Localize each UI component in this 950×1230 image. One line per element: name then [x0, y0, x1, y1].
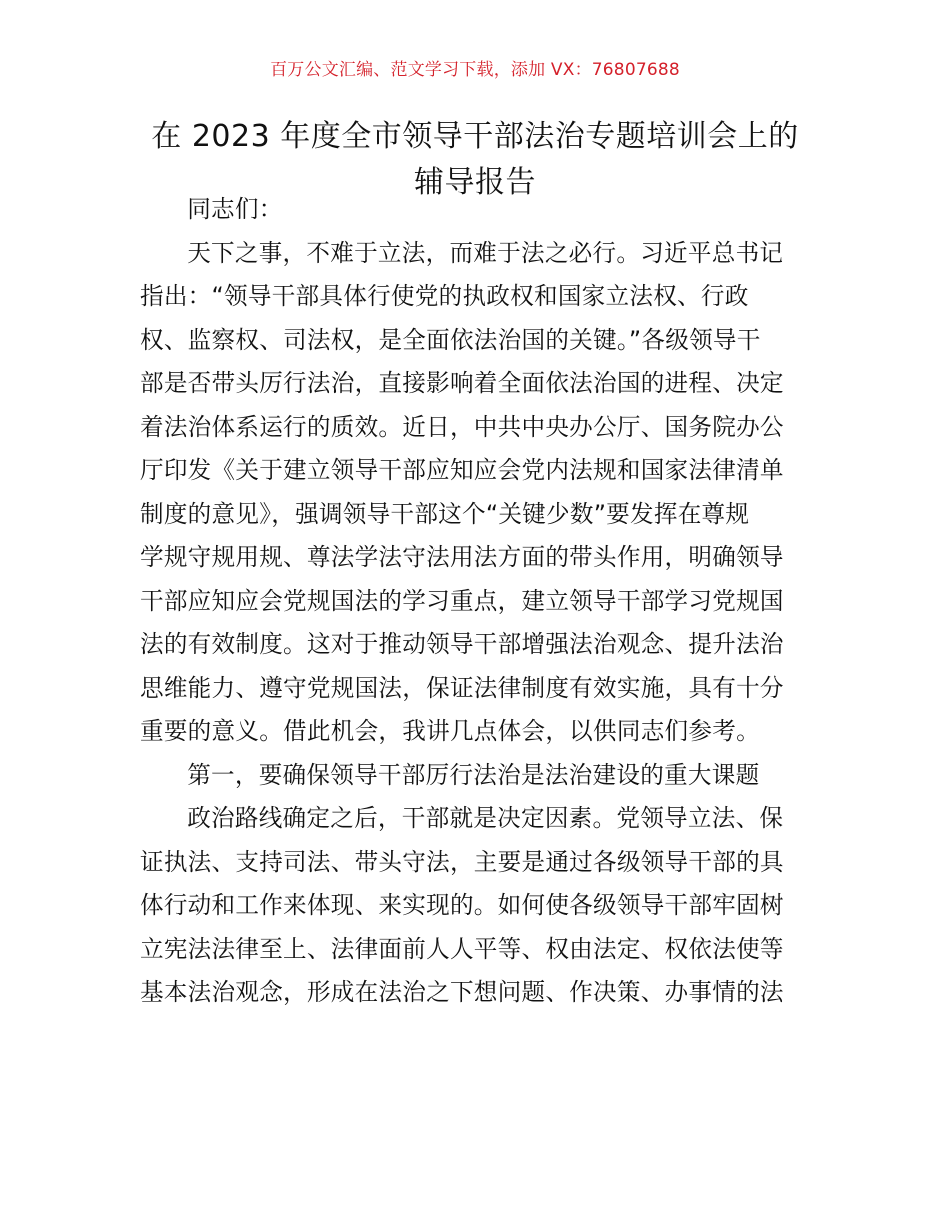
- paragraph-1: [140, 232, 812, 754]
- paragraph-line: 指出：“领导干部具体行使党的执政权和国家立法权、行政: [140, 282, 749, 310]
- title-line-2: 辅导报告: [414, 165, 536, 200]
- paragraph-line: 天下之事，不难于立法，而难于法之必行。习近平总书记: [187, 238, 784, 267]
- paragraph-line: 证执法、支持司法、带头守法，主要是通过各级领导干部的具: [140, 847, 784, 876]
- header-promo-note: 百万公文汇编、范文学习下载，添加 VX：76807688: [270, 60, 680, 80]
- salutation: 同志们：: [187, 195, 283, 223]
- paragraph-line: 着法治体系运行的质效。近日，中共中央办公厅、国务院办公: [140, 412, 784, 441]
- paragraph-line: 基本法治观念，形成在法治之下想问题、作决策、办事情的法: [140, 978, 784, 1006]
- paragraph-line: 重要的意义。借此机会，我讲几点体会，以供同志们参考。: [140, 717, 760, 745]
- paragraph-line: 部是否带头厉行法治，直接影响着全面依法治国的进程、决定: [140, 369, 784, 397]
- paragraph-line: 政治路线确定之后，干部就是决定因素。党领导立法、保: [187, 804, 784, 832]
- paragraph-line: 学规守规用规、尊法学法守法用法方面的带头作用，明确领导: [140, 543, 784, 571]
- document-body: [140, 188, 812, 1015]
- paragraph-line: 立宪法法律至上、法律面前人人平等、权由法定、权依法使等: [140, 934, 784, 963]
- paragraph-line: 干部应知应会党规国法的学习重点，建立领导干部学习党规国: [140, 586, 784, 615]
- paragraph-line: 思维能力、遵守党规国法，保证法律制度有效实施，具有十分: [140, 673, 784, 702]
- paragraph-line: 体行动和工作来体现、来实现的。如何使各级领导干部牢固树: [140, 891, 784, 919]
- paragraph-line: 厅印发《关于建立领导干部应知应会党内法规和国家法律清单: [140, 456, 784, 484]
- paragraph-line: 制度的意见》，强调领导干部这个“关键少数”要发挥在尊规: [140, 499, 750, 528]
- paragraph-2: [140, 797, 812, 1015]
- paragraph-line: 法的有效制度。这对于推动领导干部增强法治观念、提升法治: [140, 630, 784, 658]
- paragraph-line: 权、监察权、司法权，是全面依法治国的关键。”各级领导干: [140, 325, 761, 354]
- title-line-1: 在 2023 年度全市领导干部法治专题培训会上的: [151, 119, 799, 154]
- section-heading-1: 第一，要确保领导干部厉行法治是法治建设的重大课题: [187, 760, 760, 789]
